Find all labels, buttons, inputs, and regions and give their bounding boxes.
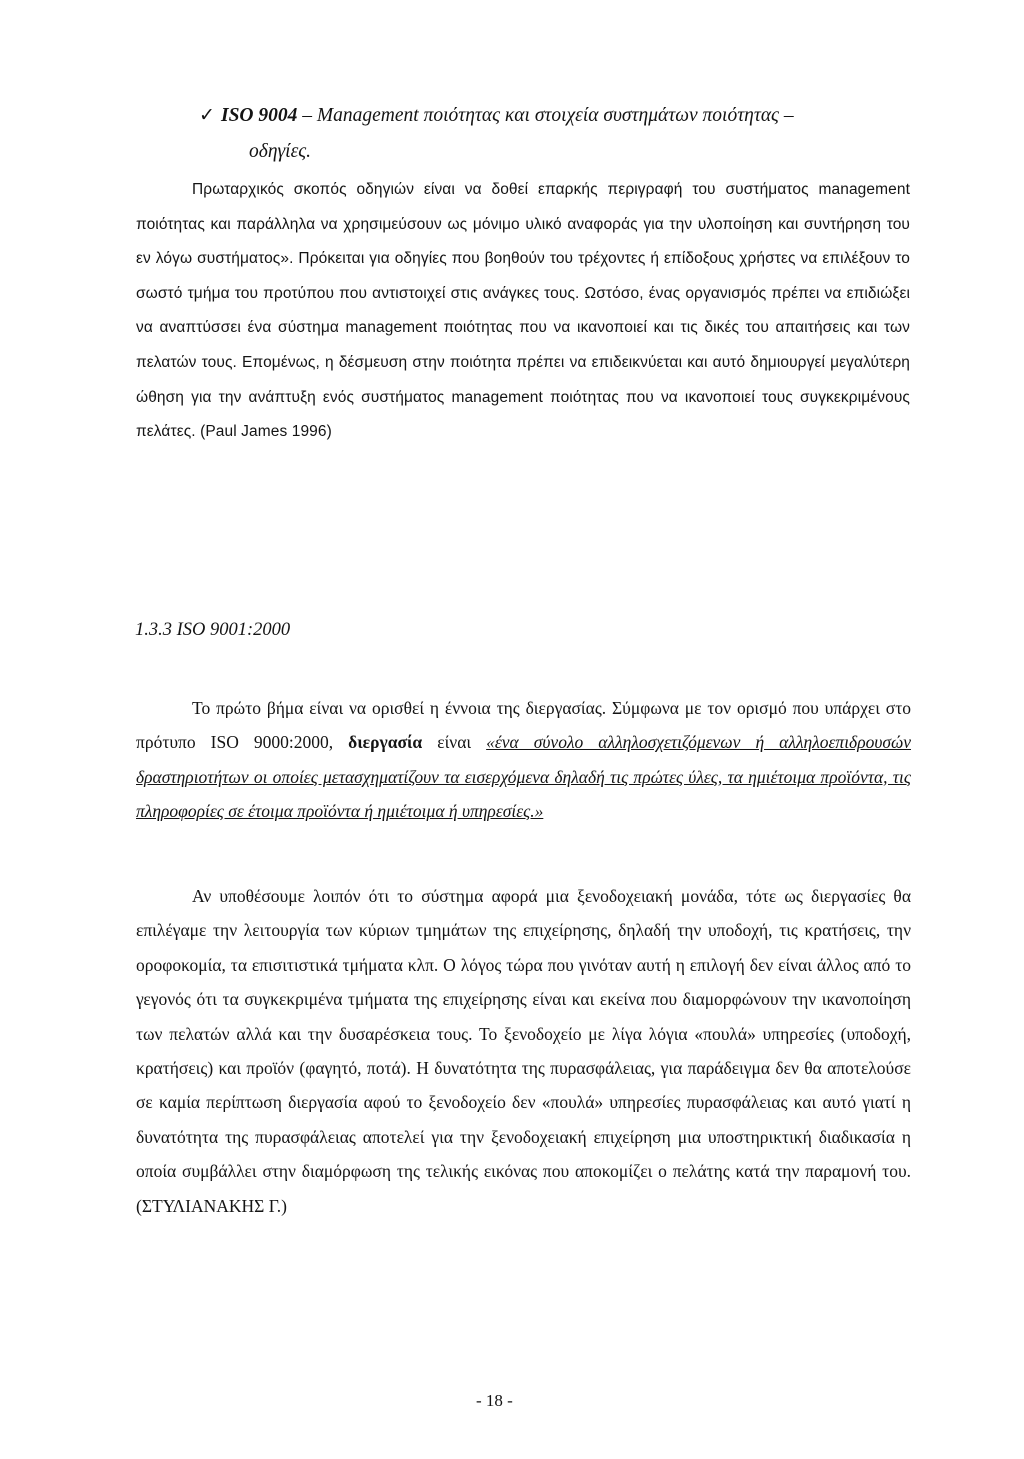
process-intro-text: Το πρώτο βήμα είναι να ορισθεί η έννοια της διεργασίας. Σύμφωνα με τον ορισμό που υπάρχει στο πρότυπο ISO 9000:2000, [136, 698, 911, 753]
paragraph-hotel-example: Αν υποθέσουμε λοιπόν ότι το σύστημα αφορά μια ξενοδοχειακή μονάδα, τότε ως διεργασίες θα επιλέγαμε την λειτουργία των κύριων τμημάτων της επιχείρησης, δηλαδή την υποδοχή, τις κρατήσεις, την οροφοκομία, τα επισιτιστικά τμήματα κλπ. Ο λόγος τώρα που γινόταν αυτή η επιλογή δεν είναι άλλος από το γεγονός ότι τα συγκεκριμένα τμήματα της επιχείρησης είναι και εκείνα που διαμορφώνουν την ικανοποίηση των πελατών αλλά και την δυσαρέσκεια τους. Το ξενοδοχείο με λίγα λόγια «πουλά» υπηρεσίες (υποδοχή, κρατήσεις) και προϊόν (φαγητό, ποτά). Η δυνατότητα της πυρασφάλειας, για παράδειγμα δεν θα αποτελούσε σε καμία περίπτωση διεργασία αφού το ξενοδοχείο δεν «πουλά» υπηρεσίες πυρασφάλειας και αυτό γιατί η δυνατότητα της πυρασφάλειας αποτελεί για την ξενοδοχειακή επιχείρηση μια υποστηρικτική διαδικασία η οποία συμβάλλει στην διαμόρφωση της τελικής εικόνας που αποκομίζει ο πελάτης κατά την παραμονή του. (ΣΤΥΛΙΑΝΑΚΗΣ Γ.) [136, 886, 911, 1216]
bullet-title: – Management ποιότητας και στοιχεία συστημάτων ποιότητας – [297, 105, 794, 126]
checkmark-icon: ✓ [199, 105, 215, 126]
process-term: διεργασία [348, 732, 423, 753]
iso-code: ISO 9004 [221, 105, 298, 126]
process-connector: είναι [422, 732, 487, 753]
bullet-item-iso-9004 [199, 98, 901, 170]
paragraph-process-definition [136, 691, 911, 828]
bullet-title-continuation: οδηγίες. [249, 141, 312, 162]
paragraph-guidelines-purpose: Πρωταρχικός σκοπός οδηγιών είναι να δοθεί επαρκής περιγραφή του συστήματος management ποιότητας και παράλληλα να χρησιμεύσουν ως μόνιμο υλικό αναφοράς για την υλοποίηση και συντήρηση του εν λόγω συστήματος». Πρόκειται για οδηγίες που βοηθούν του τρέχοντες ή επίδοξους χρήστες να επιλέξουν το σωστό τμήμα του προτύπου που αντιστοιχεί στις ανάγκες τους. Ωστόσο, ένας οργανισμός πρέπει να επιδιώξει να αναπτύσσει ένα σύστημα management ποιότητας που να ικανοποιεί και τις δικές του απαιτήσεις και των πελατών τους. Επομένως, η δέσμευση στην ποιότητα πρέπει να επιδεικνύεται και αυτό δημιουργεί μεγαλύτερη ώθηση για την ανάπτυξη ενός συστήματος management ποιότητας που να ικανοποιεί τους συγκεκριμένους πελάτες. (Paul James 1996) [136, 181, 910, 441]
process-definition-quote: «ένα σύνολο αλληλοσχετιζόμενων ή αλληλοεπιδρουσών δραστηριοτήτων οι οποίες μετασχηματίζουν τα εισερχόμενα δηλαδή τις πρώτες ύλες, τα ημιέτοιμα προϊόντα, τις πληροφορίες σε έτοιμα προϊόντα ή ημιέτοιμα ή υπηρεσίες.» [136, 732, 911, 821]
page-number: - 18 - [476, 1391, 513, 1410]
section-heading: 1.3.3 ISO 9001:2000 [135, 620, 291, 640]
